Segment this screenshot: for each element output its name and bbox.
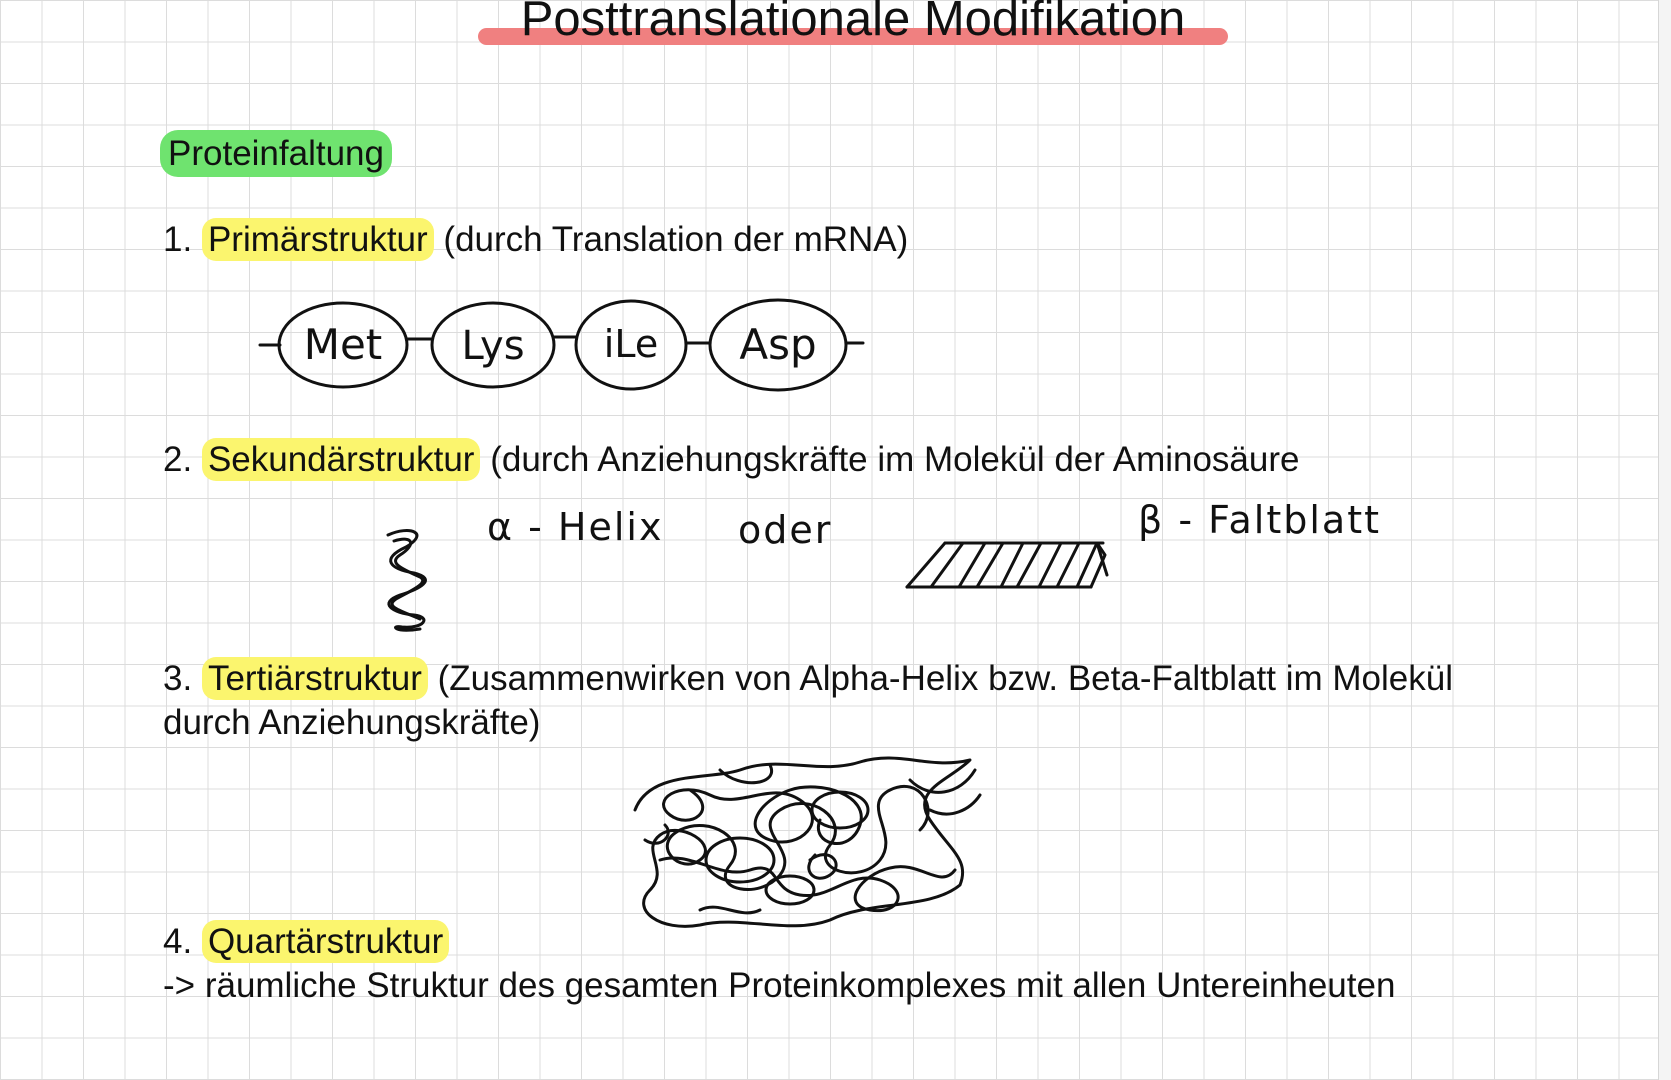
or-label: oder	[738, 508, 833, 552]
alpha-helix-icon	[380, 525, 440, 635]
item-number: 4.	[163, 922, 193, 961]
item-term-secondary: Sekundärstruktur	[202, 438, 481, 481]
amino-acid-label: Lys	[461, 323, 525, 369]
beta-sheet-label: β - Faltblatt	[1138, 498, 1381, 542]
item-term-tertiary: Tertiärstruktur	[202, 657, 428, 700]
item-quaternary-continuation: -> räumliche Struktur des gesamten Proteinkomplexes mit allen Untereinheuten	[163, 966, 1396, 1005]
item-term-quaternary: Quartärstruktur	[202, 920, 449, 963]
section-heading-label: Proteinfaltung	[160, 130, 392, 177]
amino-acid-chain	[258, 295, 868, 395]
item-quaternary	[163, 921, 449, 963]
item-number: 2.	[163, 440, 193, 479]
page-edge	[1658, 0, 1671, 1080]
section-heading	[160, 133, 392, 175]
amino-acid-label: Met	[303, 320, 383, 369]
item-description: (durch Anziehungskräfte im Molekül der Aminosäure	[480, 440, 1300, 479]
beta-sheet-icon	[905, 535, 1110, 595]
page-title: Posttranslationale Modifikation	[520, 0, 1186, 46]
amino-acid-label: Asp	[739, 320, 817, 369]
amino-acid-label: iLe	[603, 322, 659, 366]
item-term-primary: Primärstruktur	[202, 218, 434, 261]
item-secondary	[163, 439, 1299, 481]
alpha-helix-label: α - Helix	[487, 505, 664, 549]
tertiary-structure-scribble	[630, 750, 990, 935]
title-block	[478, 0, 1228, 52]
item-primary	[163, 219, 908, 261]
item-tertiary	[163, 658, 1453, 700]
item-number: 1.	[163, 220, 193, 259]
item-description: (durch Translation der mRNA)	[433, 220, 909, 259]
item-description: (Zusammenwirken von Alpha-Helix bzw. Beta-Faltblatt im Molekül	[427, 659, 1453, 698]
item-tertiary-continuation: durch Anziehungskräfte)	[163, 703, 541, 742]
item-number: 3.	[163, 659, 193, 698]
